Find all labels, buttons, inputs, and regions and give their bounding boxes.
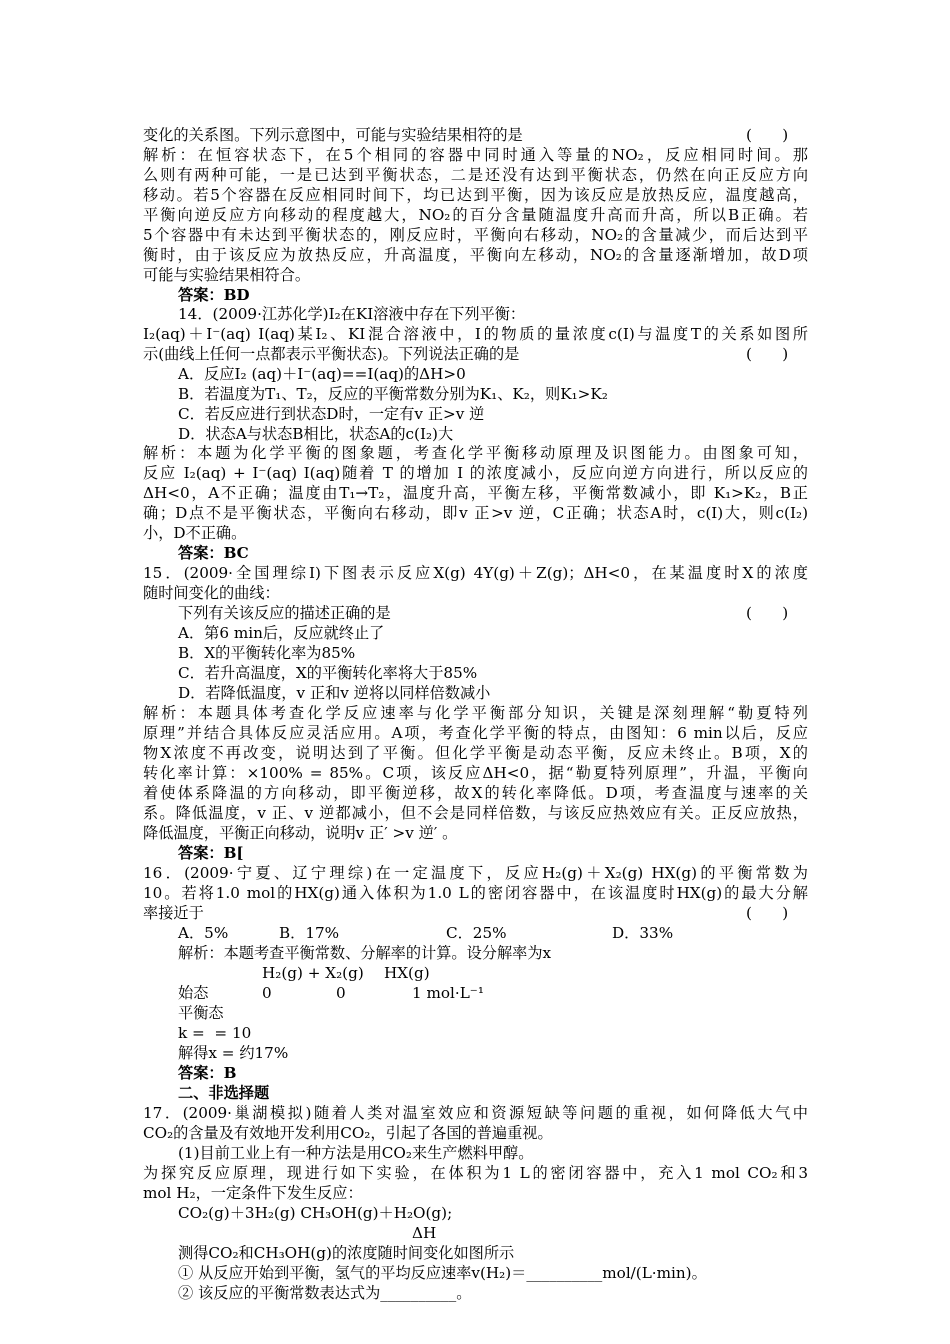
text-line: 么则有两种可能，一是已达到平衡状态，二是还没有达到平衡状态，仍然在向正反应方向	[143, 166, 808, 184]
text-line: 变化的关系图。下列示意图中，可能与实验结果相符的是	[143, 126, 523, 144]
option-line: C．若升高温度，X的平衡转化率将大于85%	[178, 664, 478, 682]
row-label: 始态	[178, 984, 209, 1002]
text-line: 小，D不正确。	[143, 524, 247, 542]
text-line: 解析：本题为化学平衡的图象题，考查化学平衡移动原理及识图能力。由图象可知，	[143, 444, 808, 462]
text-line: mol H₂，一定条件下发生反应：	[143, 1184, 363, 1202]
equation-product: HX(g)	[384, 964, 430, 982]
text-line: (1)目前工业上有一种方法是用CO₂来生产燃料甲醇。	[178, 1144, 534, 1162]
text-line: 移动。若5个容器在反应相同时间下，均已达到平衡，因为该反应是放热反应，温度越高，	[143, 186, 808, 204]
text-line: ΔH<0，A不正确；温度由T₁→T₂，温度升高，平衡左移，平衡常数减小，即 K₁>K₂，B正	[143, 484, 808, 502]
text-line: 10。若将1.0 mol的HX(g)通入体积为1.0 L的密闭容器中，在该温度时HX(g)的最大分解	[143, 884, 808, 902]
option-line: A．反应I₂ (aq)＋I⁻(aq)==I(aq)的ΔH>0	[178, 365, 466, 383]
text-line: 原理”并结合具体反应灵活应用。A项，考查化学平衡的特点，由图知：6 min以后，反应	[143, 724, 808, 742]
text-line: 解得x = 约17%	[178, 1044, 289, 1062]
text-line: ① 从反应开始到平衡，氢气的平均反应速率v(H₂)＝__________mol/(L·min)。	[178, 1264, 707, 1282]
text-line: 下列有关该反应的描述正确的是	[178, 604, 391, 622]
text-line: 平衡向逆反应方向移动的程度越大，NO₂的百分含量随温度升高而升高，所以B正确。若	[143, 206, 808, 224]
answer-line: 答案：BD	[178, 286, 250, 304]
text-line: 反应 I₂(aq) + I⁻(aq) I(aq)随着 T 的增加 I 的浓度减小，反应向逆方向进行，所以反应的	[143, 464, 808, 482]
text-line: 着使体系降温的方向移动，即平衡逆移，故X的转化率降低。D项，考查温度与速率的关	[143, 784, 808, 802]
text-line: 随时间变化的曲线：	[143, 584, 280, 602]
option-a: A．5%	[178, 924, 229, 942]
question-title: 17．(2009·巢湖模拟)随着人类对温室效应和资源短缺等问题的重视，如何降低大气中	[143, 1104, 808, 1122]
option-line: D．状态A与状态B相比，状态A的c(I₂)大	[178, 425, 454, 443]
text-line: 降低温度，平衡正向移动，说明v 正′ >v 逆′ 。	[143, 824, 458, 842]
text-line: 为探究反应原理，现进行如下实验，在体积为1 L的密闭容器中，充入1 mol CO₂和3	[143, 1164, 808, 1182]
initial-value: 0	[262, 984, 272, 1002]
text-line: 解析：在恒容状态下，在5个相同的容器中同时通入等量的NO₂，反应相同时间。那	[143, 146, 808, 164]
equation-line: CO₂(g)＋3H₂(g) CH₃OH(g)＋H₂O(g);	[178, 1204, 453, 1222]
text-line: CO₂的含量及有效地开发利用CO₂，引起了各国的普遍重视。	[143, 1124, 553, 1142]
answer-line: 答案：B	[178, 1064, 237, 1082]
option-line: B．X的平衡转化率为85%	[178, 644, 356, 662]
option-line: B．若温度为T₁、T₂，反应的平衡常数分别为K₁、K₂，则K₁>K₂	[178, 385, 608, 403]
answer-line: 答案：B[	[178, 844, 244, 862]
row-label: 平衡态	[178, 1004, 224, 1022]
text-line: 物X浓度不再改变，说明达到了平衡。但化学平衡是动态平衡，反应未终止。B项，X的	[143, 744, 808, 762]
text-line: 解析：本题具体考查化学反应速率与化学平衡部分知识，关键是深刻理解“勒夏特列	[143, 704, 808, 722]
option-line: D．若降低温度，v 正和v 逆将以同样倍数减小	[178, 684, 491, 702]
option-line: C．若反应进行到状态D时，一定有v 正>v 逆	[178, 405, 485, 423]
delta-h: ΔH	[412, 1224, 437, 1242]
text-line: 确；D点不是平衡状态，平衡向右移动，即v 正>v 逆，C正确；状态A时，c(I)大，则c(I₂)	[143, 504, 808, 522]
option-line: A．第6 min后，反应就终止了	[178, 624, 385, 642]
question-title: 16．(2009·宁夏、辽宁理综)在一定温度下，反应H₂(g)＋X₂(g) HX(g)的平衡常数为	[143, 864, 808, 882]
answer-bracket: ( )	[746, 604, 789, 622]
text-line: 系。降低温度，v 正、v 逆都减小，但不会是同样倍数，与该反应热效应有关。正反应放热，	[143, 804, 808, 822]
answer-bracket: ( )	[746, 126, 789, 144]
option-b: B．17%	[279, 924, 340, 942]
text-line: 转化率计算：×100% = 85%。C项，该反应ΔH<0，据“勒夏特列原理”，升温，平衡向	[143, 764, 808, 782]
text-line: I₂(aq)＋I⁻(aq) I(aq)某I₂、KI混合溶液中，I的物质的量浓度c(I)与温度T的关系如图所	[143, 325, 808, 343]
text-line: 衡时，由于该反应为放热反应，升高温度，平衡向左移动，NO₂的含量逐渐增加，故D项	[143, 246, 808, 264]
text-line: ② 该反应的平衡常数表达式为__________。	[178, 1284, 472, 1302]
section-heading: 二、非选择题	[178, 1084, 270, 1102]
answer-bracket: ( )	[746, 904, 789, 922]
text-line: 解析：本题考查平衡常数、分解率的计算。设分解率为x	[178, 944, 552, 962]
text-line: 率接近于	[143, 904, 204, 922]
text-line: k = = 10	[178, 1024, 252, 1042]
option-c: C．25%	[446, 924, 507, 942]
question-title: 14．(2009·江苏化学)I₂在KI溶液中存在下列平衡：	[178, 305, 526, 323]
text-line: 示(曲线上任何一点都表示平衡状态)。下列说法正确的是	[143, 345, 520, 363]
option-d: D．33%	[612, 924, 674, 942]
answer-line: 答案：BC	[178, 544, 249, 562]
initial-value: 1 mol·L⁻¹	[412, 984, 484, 1002]
answer-bracket: ( )	[746, 345, 789, 363]
text-line: 5个容器中有未达到平衡状态的，刚反应时，平衡向右移动，NO₂的含量减少，而后达到平	[143, 226, 808, 244]
question-title: 15．(2009·全国理综I)下图表示反应X(g) 4Y(g)＋Z(g)；ΔH<0，在某温度时X的浓度	[143, 564, 808, 582]
text-line: 可能与实验结果相符合。	[143, 266, 311, 284]
initial-value: 0	[336, 984, 346, 1002]
equation-reactants: H₂(g) + X₂(g)	[262, 964, 364, 982]
text-line: 测得CO₂和CH₃OH(g)的浓度随时间变化如图所示	[178, 1244, 515, 1262]
